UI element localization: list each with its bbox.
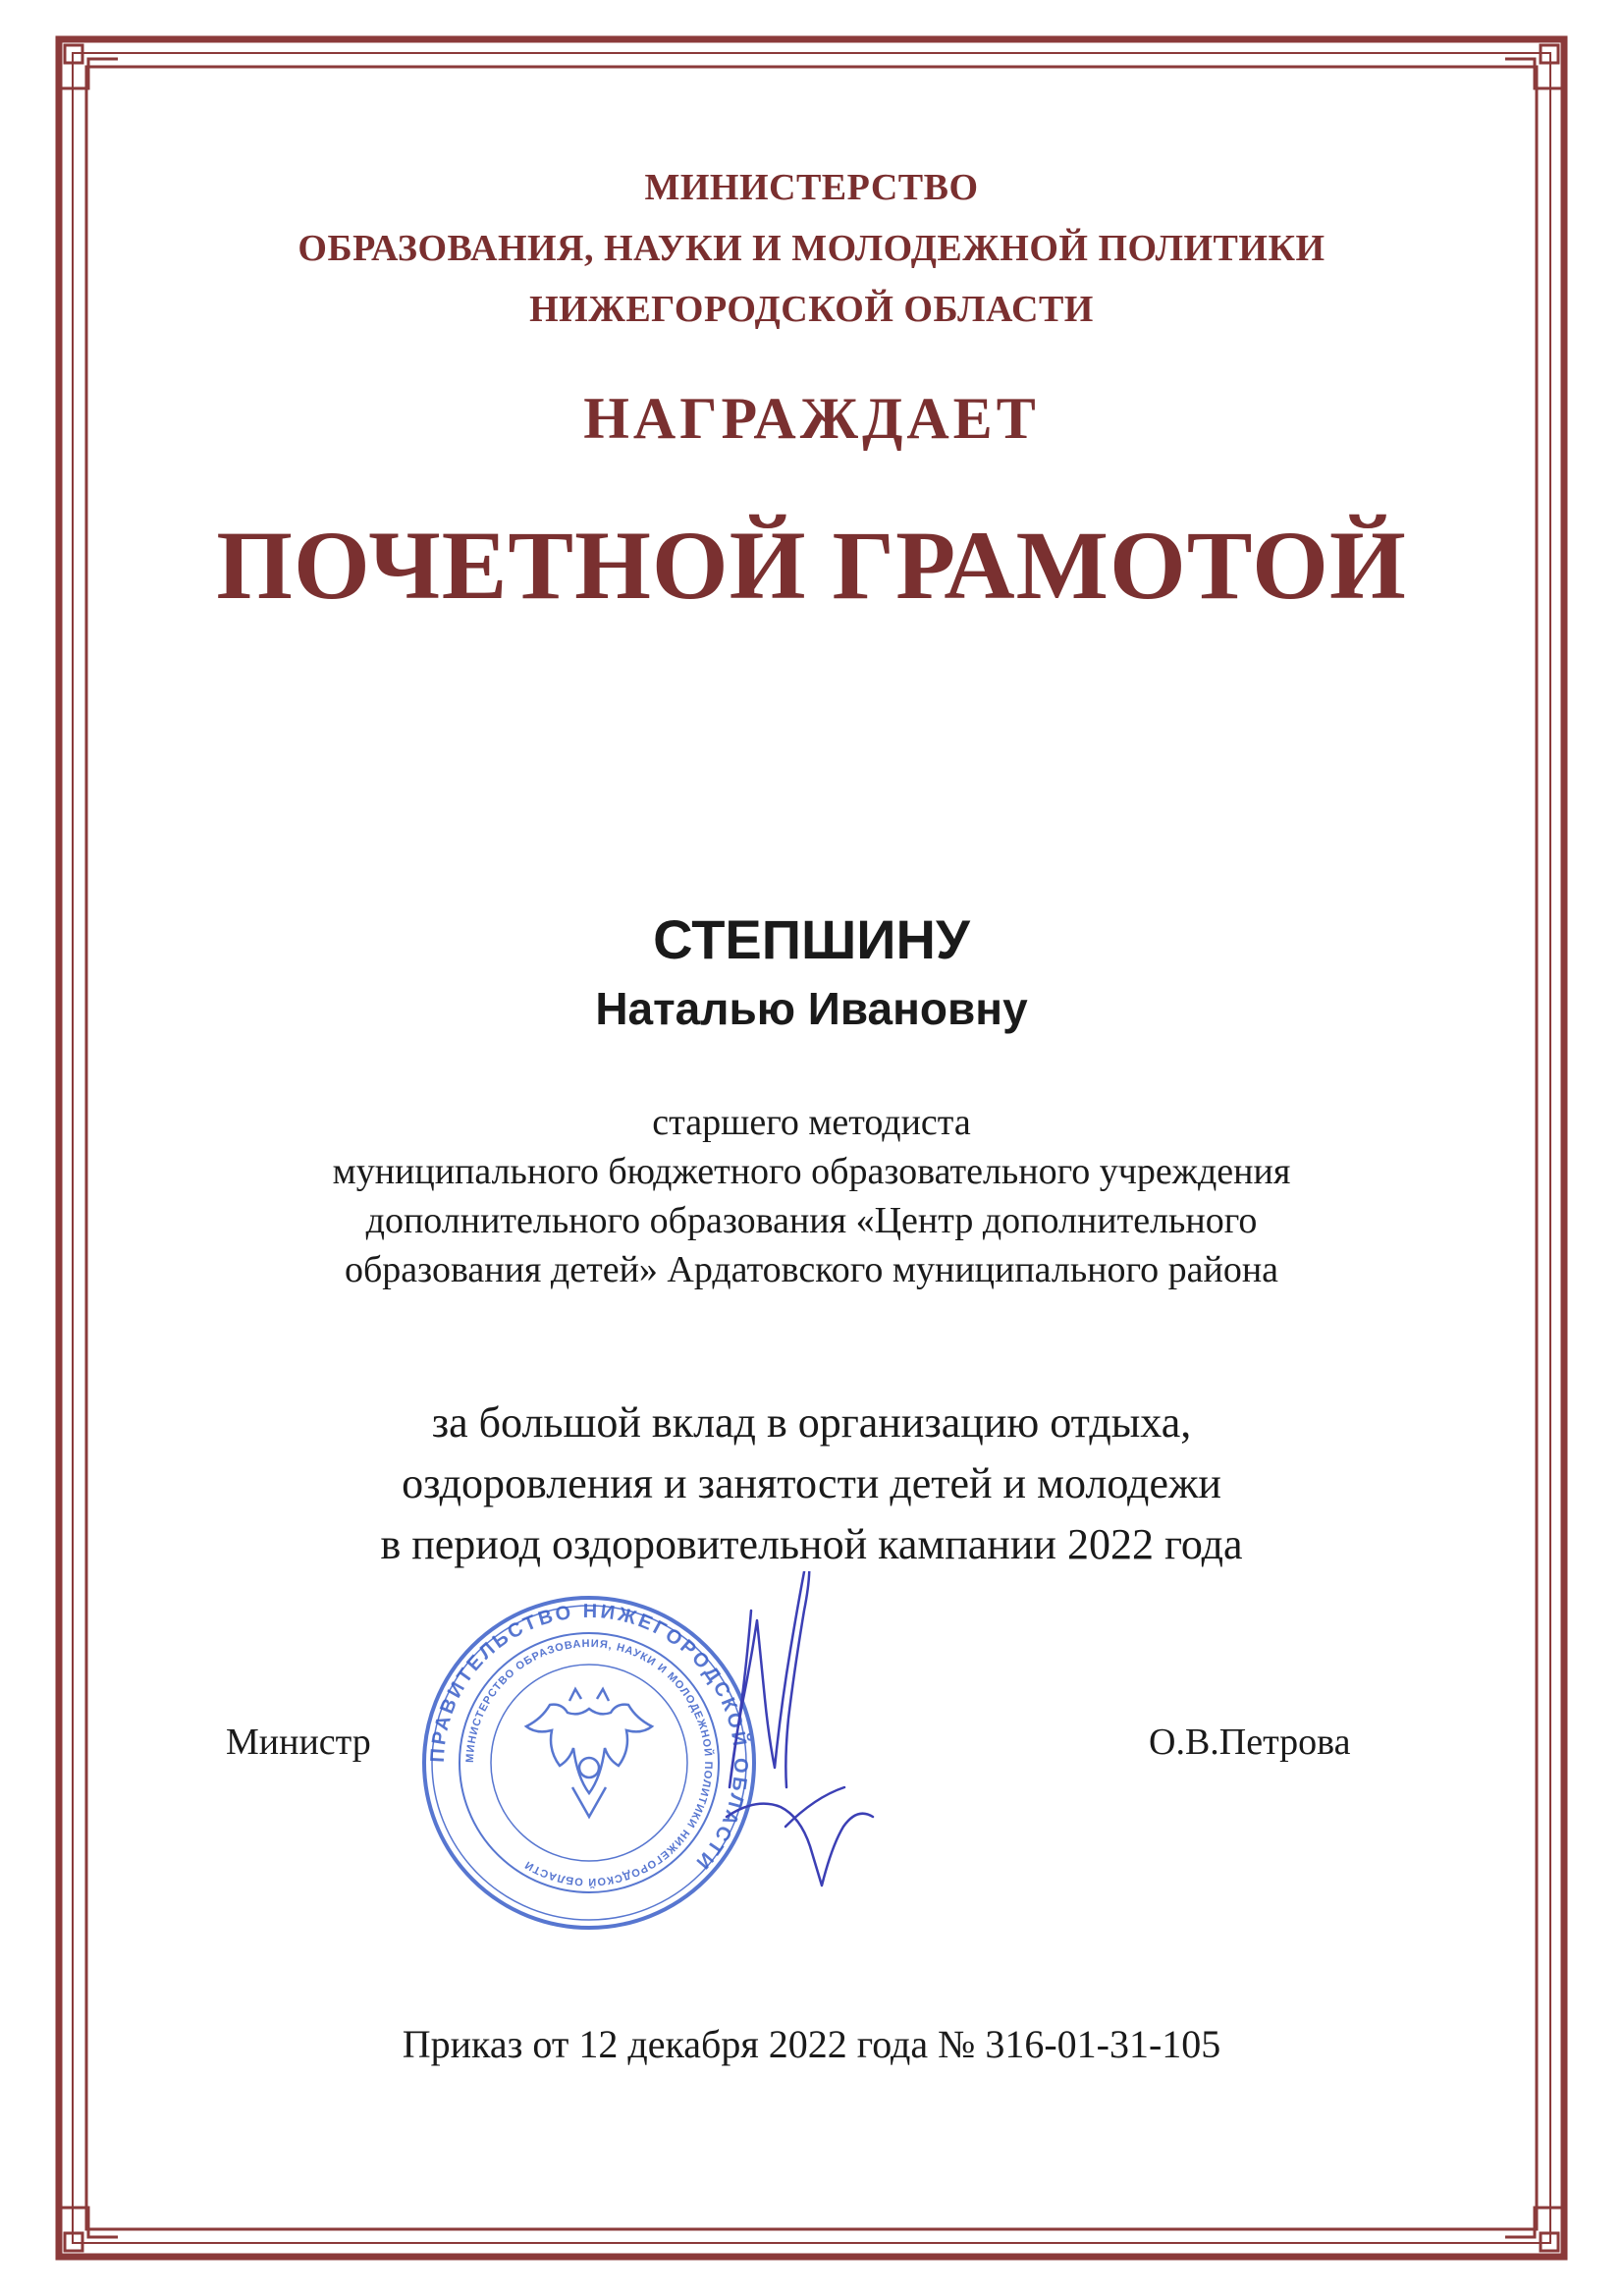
recipient-position (0, 1098, 1623, 1294)
recipient-surname: СТЕПШИНУ (653, 908, 970, 970)
award-reason (0, 1393, 1623, 1575)
reason-line: за большой вклад в организацию отдыха, (431, 1398, 1192, 1447)
issuer-header (0, 157, 1623, 340)
signatory-name: О.В.Петрова (1149, 1722, 1351, 1763)
reason-line: оздоровления и занятости детей и молодежи (402, 1459, 1221, 1507)
issuer-line-3: НИЖЕГОРОДСКОЙ ОБЛАСТИ (529, 289, 1094, 330)
issuer-line-2: ОБРАЗОВАНИЯ, НАУКИ И МОЛОДЕЖНОЙ ПОЛИТИКИ (298, 228, 1325, 269)
svg-text:МИНИСТЕРСТВО ОБРАЗОВАНИЯ, НАУК (464, 1638, 715, 1888)
position-line: муниципального бюджетного образовательного учреждения (332, 1151, 1291, 1192)
position-line: дополнительного образования «Центр дополнительного (365, 1200, 1258, 1241)
recipient-name: Наталью Ивановну (595, 983, 1028, 1034)
award-verb: НАГРАЖДАЕТ (583, 386, 1040, 451)
signatory-title: Министр (226, 1722, 371, 1763)
position-line: образования детей» Ардатовского муниципального района (344, 1249, 1279, 1290)
stamp-inner-text: МИНИСТЕРСТВО ОБРАЗОВАНИЯ, НАУКИ И МОЛОДЕЖНОЙ ПОЛИТИКИ НИЖЕГОРОДСКОЙ ОБЛАСТИ (463, 1637, 715, 1888)
issuer-line-1: МИНИСТЕРСТВО (644, 167, 979, 208)
eagle-emblem-icon (526, 1689, 652, 1817)
order-reference: Приказ от 12 декабря 2022 года № 316-01-31-105 (402, 2022, 1221, 2066)
stamp-outer-text: ПРАВИТЕЛЬСТВО НИЖЕГОРОДСКОЙ ОБЛАСТИ (426, 1600, 752, 1876)
minister-signature (707, 1571, 943, 1935)
certificate-title: ПОЧЕТНОЙ ГРАМОТОЙ (216, 511, 1407, 620)
position-line: старшего методиста (652, 1102, 971, 1143)
reason-line: в период оздоровительной кампании 2022 года (380, 1520, 1243, 1568)
